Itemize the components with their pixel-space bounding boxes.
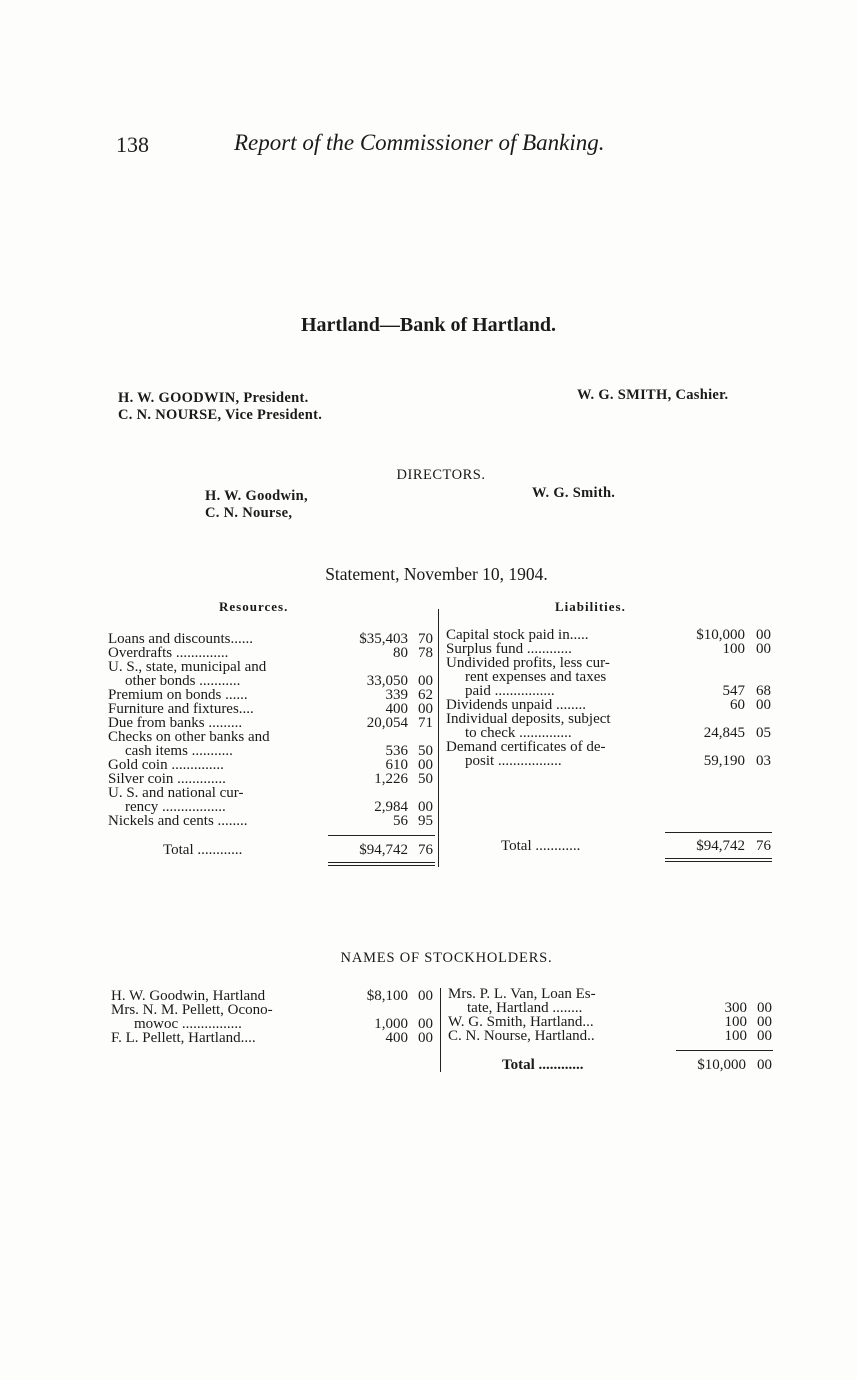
- liabilities-row: [0, 684, 857, 699]
- stockholder-row-dollars: 300: [724, 1000, 747, 1016]
- resources-total-row-label: Total ............: [163, 843, 243, 857]
- stockholders-total-rule: [676, 1050, 773, 1051]
- resources-row-dollars: 2,984: [374, 799, 408, 815]
- stockholder-row-dollars: $8,100: [366, 988, 408, 1004]
- liabilities-row-dollars: 547: [722, 683, 745, 699]
- liabilities-row-label: Capital stock paid in.....: [446, 628, 589, 642]
- resources-row-cents: 00: [418, 757, 433, 773]
- stockholder-row-cents: 00: [418, 988, 433, 1004]
- liabilities-row-dollars: 60: [730, 697, 745, 713]
- resources-row-dollars: 56: [393, 813, 408, 829]
- liabilities-heading: Liabilities.: [555, 599, 626, 614]
- resources-row-label: U. S. and national cur-: [108, 786, 244, 800]
- resources-row-cents: 62: [418, 687, 433, 703]
- stockholder-row-label: Mrs. P. L. Van, Loan Es-: [448, 987, 596, 1001]
- stockholder-row-label: C. N. Nourse, Hartland..: [448, 1029, 595, 1043]
- stockholder-row-dollars: 100: [724, 1014, 747, 1030]
- liabilities-row-dollars: 59,190: [703, 753, 745, 769]
- resources-row-dollars: 536: [385, 743, 408, 759]
- liabilities-row-dollars: 24,845: [703, 725, 745, 741]
- resources-row-dollars: 33,050: [366, 673, 408, 689]
- resources-row-cents: 00: [418, 673, 433, 689]
- officer-cashier: W. G. SMITH, Cashier.: [577, 387, 729, 403]
- director-smith: W. G. Smith.: [532, 485, 616, 501]
- resources-row: [0, 772, 857, 787]
- resources-row-cents: 00: [418, 799, 433, 815]
- stockholder-row-dollars: 400: [385, 1030, 408, 1046]
- stockholders-heading: NAMES OF STOCKHOLDERS.: [340, 950, 553, 966]
- resources-row-label: Loans and discounts......: [108, 632, 253, 646]
- resources-row-cents: 70: [418, 631, 433, 647]
- liabilities-row-label: Dividends unpaid ........: [446, 698, 586, 712]
- liabilities-row-label: rent expenses and taxes: [465, 670, 607, 684]
- stockholder-row-cents: 00: [757, 1000, 772, 1016]
- liabilities-row-label: Surplus fund ............: [446, 642, 572, 656]
- liabilities-total-row-cents: 76: [756, 838, 771, 854]
- bank-title: Hartland—Bank of Hartland.: [300, 314, 557, 336]
- stockholder-row-cents: 00: [418, 1016, 433, 1032]
- liabilities-row: [0, 642, 857, 657]
- stockholder-row-label: W. G. Smith, Hartland...: [448, 1015, 594, 1029]
- resources-row-cents: 95: [418, 813, 433, 829]
- resources-row-label: Gold coin ..............: [108, 758, 224, 772]
- liabilities-row: [0, 726, 857, 741]
- officer-vice-president: C. N. NOURSE, Vice President.: [118, 407, 323, 423]
- resources-total-rule: [328, 835, 435, 836]
- liabilities-row-cents: 68: [756, 683, 771, 699]
- directors-left: [205, 488, 308, 522]
- stockholder-row: [0, 1029, 857, 1044]
- stockholder-row-cents: 00: [757, 1014, 772, 1030]
- liabilities-row-dollars: 100: [722, 641, 745, 657]
- resources-row-label: cash items ...........: [125, 744, 233, 758]
- stockholder-row-dollars: 100: [724, 1028, 747, 1044]
- liabilities-row-cents: 00: [756, 641, 771, 657]
- resources-row-cents: 50: [418, 771, 433, 787]
- liabilities-row: [0, 754, 857, 769]
- resources-row-cents: 50: [418, 743, 433, 759]
- stockholder-row-cents: 00: [418, 1030, 433, 1046]
- liabilities-row-label: Individual deposits, subject: [446, 712, 611, 726]
- stockholder-row-cents: 00: [757, 1028, 772, 1044]
- resources-row-dollars: 339: [385, 687, 408, 703]
- resources-row-label: Premium on bonds ......: [108, 688, 248, 702]
- liabilities-row-cents: 00: [756, 627, 771, 643]
- resources-row-label: U. S., state, municipal and: [108, 660, 267, 674]
- resources-total-row-dollars: $94,742: [359, 842, 408, 858]
- page-number: 138: [116, 132, 149, 157]
- liabilities-row-label: Demand certificates of de-: [446, 740, 606, 754]
- stockholders-total-row-dollars: $10,000: [697, 1057, 746, 1073]
- stockholders-total-row-label: Total ............: [502, 1058, 584, 1072]
- liabilities-row: [0, 656, 857, 671]
- liabilities-total-row-label: Total ............: [501, 839, 581, 853]
- resources-row-dollars: 80: [393, 645, 408, 661]
- resources-heading: Resources.: [219, 599, 289, 614]
- stockholder-row-label: tate, Hartland ........: [467, 1001, 583, 1015]
- director-nourse: C. N. Nourse,: [205, 505, 293, 521]
- resources-row-cents: 71: [418, 715, 433, 731]
- liabilities-row-label: to check ..............: [465, 726, 572, 740]
- liabilities-row-dollars: $10,000: [696, 627, 745, 643]
- liabilities-double-rule-2: [665, 861, 772, 862]
- resources-row-dollars: 20,054: [366, 715, 408, 731]
- directors-heading: DIRECTORS.: [396, 467, 486, 483]
- liabilities-total-row: [0, 839, 857, 854]
- liabilities-row-label: Undivided profits, less cur-: [446, 656, 610, 670]
- liabilities-total-row-dollars: $94,742: [696, 838, 745, 854]
- resources-row-cents: 00: [418, 701, 433, 717]
- resources-row-label: Furniture and fixtures....: [108, 702, 254, 716]
- resources-row-label: Overdrafts ..............: [108, 646, 229, 660]
- stockholder-row-label: mowoc ................: [134, 1017, 242, 1031]
- resources-row-label: Silver coin .............: [108, 772, 226, 786]
- liabilities-row-cents: 00: [756, 697, 771, 713]
- resources-double-rule-1: [328, 862, 435, 863]
- statement-heading: Statement, November 10, 1904.: [325, 564, 548, 584]
- liabilities-row-label: posit .................: [465, 754, 562, 768]
- resources-total-row-cents: 76: [418, 842, 433, 858]
- resources-row-label: rency .................: [125, 800, 226, 814]
- resources-row-cents: 78: [418, 645, 433, 661]
- resources-row-dollars: 610: [385, 757, 408, 773]
- liabilities-total-rule: [665, 832, 772, 833]
- director-goodwin: H. W. Goodwin,: [205, 488, 308, 504]
- resources-row-dollars: 400: [385, 701, 408, 717]
- resources-row-label: other bonds ...........: [125, 674, 241, 688]
- liabilities-double-rule-1: [665, 858, 772, 859]
- liabilities-row-cents: 05: [756, 725, 771, 741]
- stockholder-row-label: F. L. Pellett, Hartland....: [111, 1031, 256, 1045]
- officers-left: [118, 390, 322, 424]
- stockholder-row-label: Mrs. N. M. Pellett, Ocono-: [111, 1003, 273, 1017]
- officer-president: H. W. GOODWIN, President.: [118, 390, 309, 406]
- resources-row-label: Checks on other banks and: [108, 730, 270, 744]
- stockholders-total-row-cents: 00: [757, 1057, 772, 1073]
- liabilities-row-cents: 03: [756, 753, 771, 769]
- stockholders-total-row: [0, 1058, 857, 1073]
- stockholder-row-label: H. W. Goodwin, Hartland: [111, 989, 266, 1003]
- resources-row: [0, 814, 857, 829]
- liabilities-row-label: paid ................: [465, 684, 555, 698]
- resources-row-dollars: 1,226: [374, 771, 408, 787]
- resources-row-label: Nickels and cents ........: [108, 814, 248, 828]
- resources-row-dollars: $35,403: [359, 631, 408, 647]
- stockholder-row-dollars: 1,000: [374, 1016, 408, 1032]
- liabilities-row: [0, 698, 857, 713]
- running-title: Report of the Commissioner of Banking.: [234, 130, 605, 155]
- resources-double-rule-2: [328, 865, 435, 866]
- resources-row-label: Due from banks .........: [108, 716, 243, 730]
